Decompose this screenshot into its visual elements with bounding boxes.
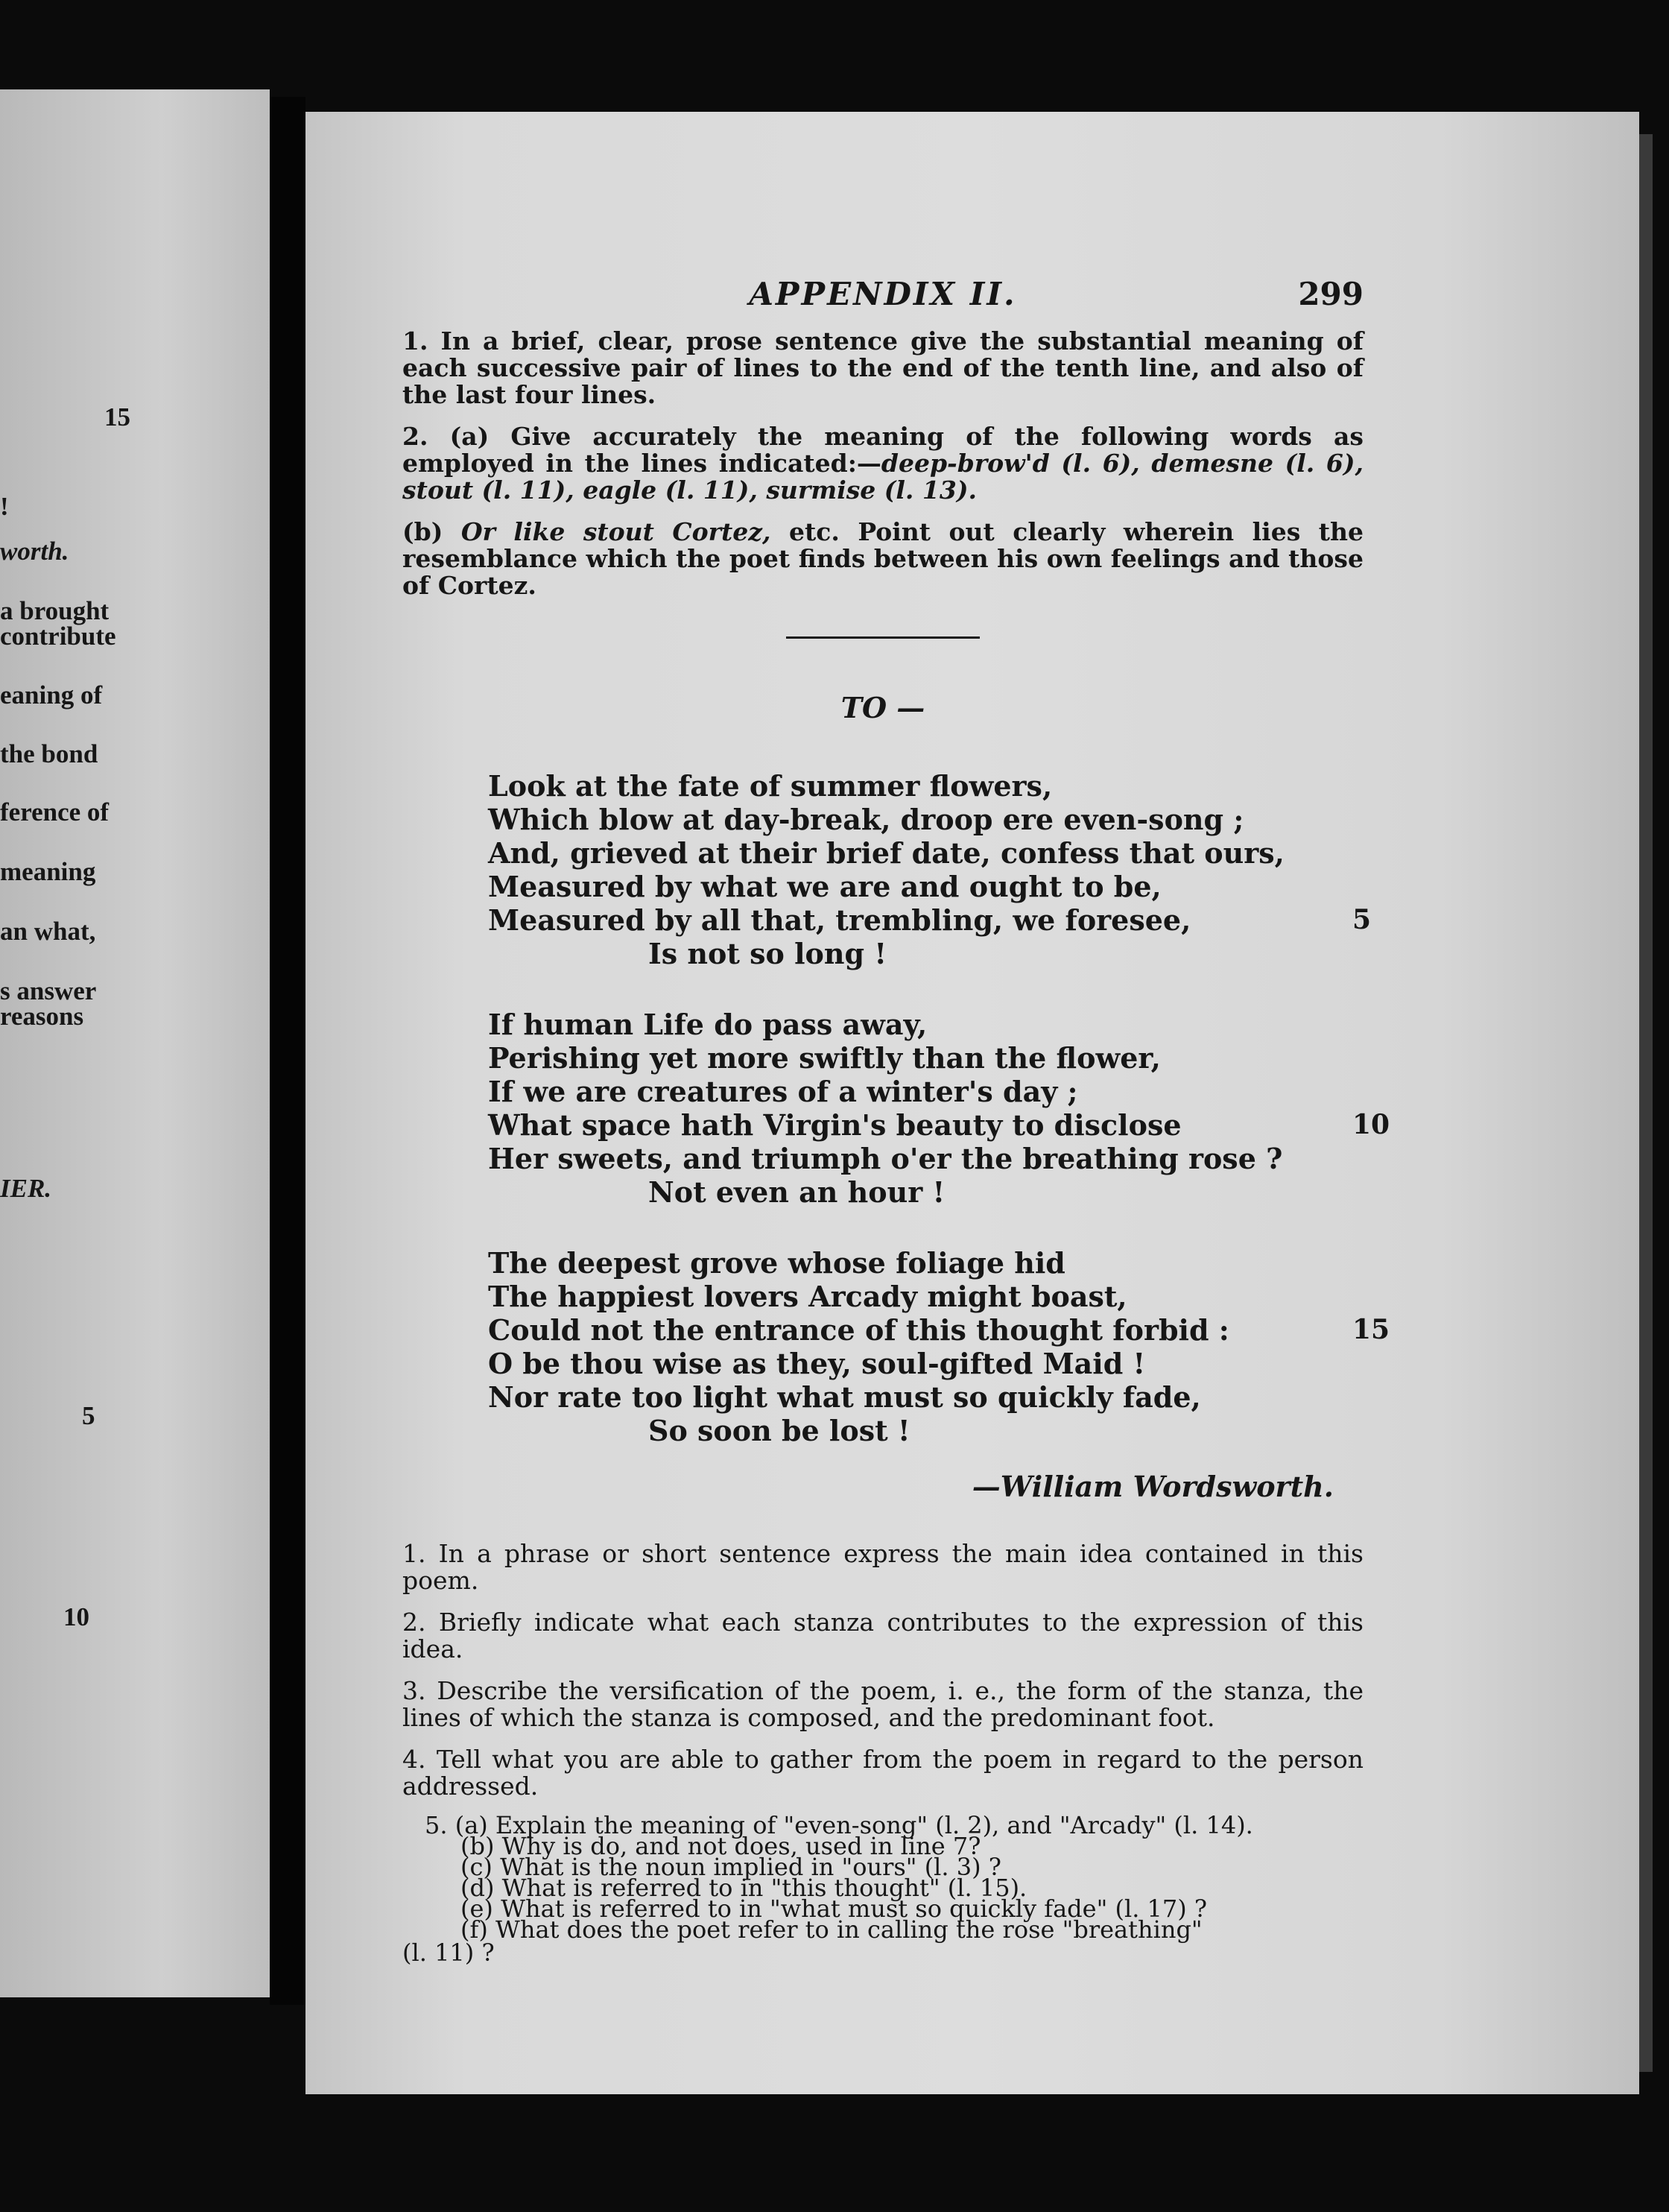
poem-line: If human Life do pass away, bbox=[488, 1008, 928, 1041]
poem-line: Measured by what we are and ought to be, bbox=[488, 870, 1162, 903]
question-3 bbox=[402, 1678, 1364, 1731]
poem-line: So soon be lost ! bbox=[648, 1414, 910, 1447]
question-text: Describe the versification of the poem, i. e., the form of the stanza, the lines of which the stanza is composed, and the predominant foot. bbox=[402, 1676, 1364, 1732]
left-fragment: 5 bbox=[82, 1401, 95, 1430]
poem-line: The happiest lovers Arcady might boast, bbox=[488, 1280, 1127, 1313]
intro-question-1 bbox=[402, 328, 1364, 408]
question-5 bbox=[425, 1811, 1364, 1944]
left-fragment: ! bbox=[0, 492, 9, 521]
page-content bbox=[402, 276, 1390, 1967]
poem-line-text: What space hath Virgin's beauty to disclose bbox=[488, 1108, 1182, 1142]
part-label: (c) bbox=[460, 1853, 493, 1881]
part-label: (d) bbox=[460, 1874, 495, 1902]
left-fragment: 10 bbox=[63, 1602, 89, 1631]
poem-line: Her sweets, and triumph o'er the breathing rose ? bbox=[488, 1142, 1283, 1175]
left-fragment: s answer bbox=[0, 976, 97, 1005]
line-number: 15 bbox=[1352, 1314, 1390, 1345]
part-text: What is referred to in "this thought" (l. 15). bbox=[501, 1874, 1027, 1902]
part-text: Explain the meaning of "even-song" (l. 2), and "Arcady" (l. 14). bbox=[495, 1811, 1253, 1839]
question-terms: deep-brow'd (l. 6), demesne (l. 6), stout (l. 11), eagle (l. 11), surmise (l. 13). bbox=[402, 449, 1364, 505]
poem-line-text: Measured by all that, trembling, we foresee, bbox=[488, 903, 1191, 937]
left-fragment: ference of bbox=[0, 797, 110, 827]
poem-line: O be thou wise as they, soul-gifted Maid ! bbox=[488, 1347, 1146, 1380]
question-number: 5. bbox=[425, 1811, 448, 1839]
poem-line: Look at the fate of summer flowers, bbox=[488, 769, 1053, 803]
part-label: (f) bbox=[460, 1915, 488, 1944]
question-text: Tell what you are able to gather from the poem in regard to the person addressed. bbox=[402, 1745, 1364, 1801]
left-fragment: reasons bbox=[0, 1002, 84, 1031]
part-text: What is referred to in "what must so quickly fade" (l. 17) ? bbox=[501, 1895, 1208, 1923]
part-label: (a) bbox=[455, 1811, 488, 1839]
question-number: (b) bbox=[402, 517, 443, 546]
question-5-part bbox=[425, 1915, 1364, 1944]
page-number: 299 bbox=[1298, 276, 1364, 312]
stanza-3 bbox=[488, 1246, 1390, 1447]
poem-line bbox=[488, 1108, 1390, 1142]
question-quote: Or like stout Cortez, bbox=[460, 517, 771, 546]
line-number: 10 bbox=[1352, 1109, 1390, 1140]
left-fragment: eaning of bbox=[0, 680, 103, 710]
question-text: In a brief, clear, prose sentence give the substantial meaning of each successive pair of lines to the end of the tenth line, and also of the last four lines. bbox=[402, 326, 1364, 409]
stanza-2 bbox=[488, 1008, 1390, 1209]
book-gutter bbox=[270, 97, 305, 2005]
line-number: 5 bbox=[1352, 904, 1372, 935]
poem-line: Perishing yet more swiftly than the flower, bbox=[488, 1041, 1161, 1075]
running-head bbox=[402, 276, 1364, 328]
section-divider bbox=[786, 636, 980, 639]
left-fragment: the bond bbox=[0, 739, 98, 768]
page-edge bbox=[1639, 134, 1653, 2072]
part-label: (b) bbox=[460, 1832, 495, 1860]
poem-line-text: Could not the entrance of this thought forbid : bbox=[488, 1313, 1229, 1347]
question-number: 3. bbox=[402, 1676, 426, 1705]
part-text: What is the noun implied in "ours" (l. 3) ? bbox=[500, 1853, 1001, 1881]
part-text: Why is do, and not does, used in line 7? bbox=[501, 1832, 981, 1860]
question-number: 4. bbox=[402, 1745, 426, 1774]
question-text: In a phrase or short sentence express the main idea contained in this poem. bbox=[402, 1539, 1364, 1595]
left-facing-page bbox=[0, 89, 270, 1997]
poem-line: Is not so long ! bbox=[648, 937, 887, 970]
poem-title: TO — bbox=[840, 691, 925, 724]
poem-line: If we are creatures of a winter's day ; bbox=[488, 1075, 1078, 1108]
left-fragment: IER. bbox=[0, 1174, 52, 1203]
question-text: Give accurately the meaning of the following words as employed in the lines indicated:— bbox=[402, 422, 1364, 478]
question-text: Briefly indicate what each stanza contributes to the expression of this idea. bbox=[402, 1608, 1364, 1663]
left-fragment: meaning bbox=[0, 857, 96, 886]
left-fragment: contribute bbox=[0, 622, 116, 651]
left-fragment: a brought bbox=[0, 596, 110, 625]
intro-question-2b bbox=[402, 519, 1364, 599]
question-number: 2. bbox=[402, 1608, 426, 1637]
poem-line: The deepest grove whose foliage hid bbox=[488, 1246, 1065, 1280]
question-2 bbox=[402, 1609, 1364, 1663]
poem-line bbox=[488, 903, 1372, 937]
running-title: APPENDIX II. bbox=[749, 276, 1017, 312]
question-5-tail: (l. 11) ? bbox=[402, 1938, 495, 1967]
poem-line: And, grieved at their brief date, confess that ours, bbox=[488, 836, 1285, 870]
question-text: etc. Point out clearly wherein lies the resemblance which the poet finds between his own feelings and those of Cortez. bbox=[402, 517, 1364, 600]
left-fragment: worth. bbox=[0, 537, 69, 566]
intro-question-2a bbox=[402, 423, 1364, 504]
question-4 bbox=[402, 1746, 1364, 1800]
question-number: 2. (a) bbox=[402, 422, 490, 451]
stanza-1 bbox=[488, 769, 1372, 970]
question-1 bbox=[402, 1540, 1364, 1594]
poem-line: Not even an hour ! bbox=[648, 1175, 946, 1209]
left-fragment: 15 bbox=[104, 402, 130, 432]
question-number: 1. bbox=[402, 1539, 426, 1568]
poem-line: Which blow at day-break, droop ere even-song ; bbox=[488, 803, 1244, 836]
part-text: What does the poet refer to in calling the rose "breathing" bbox=[495, 1915, 1203, 1944]
part-label: (e) bbox=[460, 1895, 493, 1923]
poem-line bbox=[488, 1313, 1390, 1347]
poem-author: —William Wordsworth. bbox=[972, 1470, 1334, 1503]
question-number: 1. bbox=[402, 326, 428, 356]
poem-line: Nor rate too light what must so quickly fade, bbox=[488, 1380, 1201, 1414]
left-fragment: an what, bbox=[0, 917, 96, 946]
